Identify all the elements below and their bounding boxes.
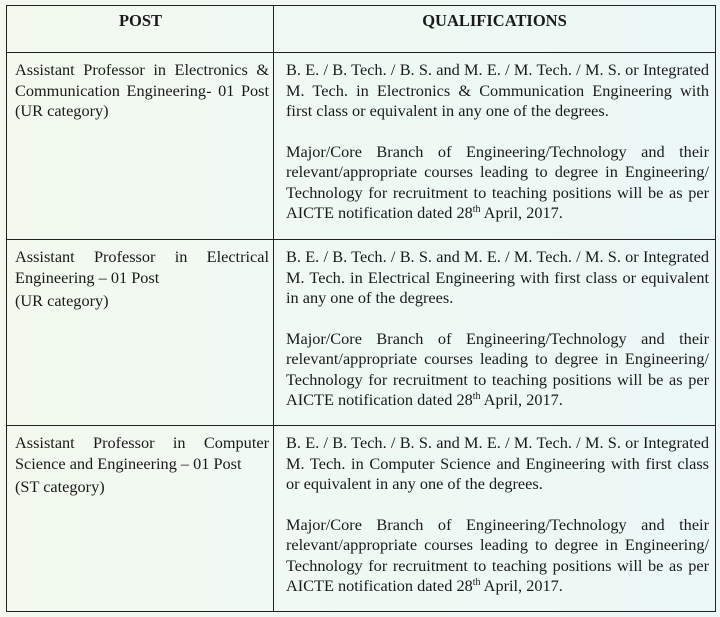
qualification-note: Major/Core Branch of Engineering/Technology and their relevant/appropriate courses leading to degree in Engineering/ Technology for recruitment to teaching positions will be as per AICTE notification dated 28th April, 2017. bbox=[286, 328, 709, 409]
post-line: Science and Engineering – 01 Post bbox=[15, 453, 242, 473]
post-line: Assistant Professor in Computer bbox=[15, 433, 269, 452]
post-line: Communication Engineering- 01 Post bbox=[15, 80, 269, 100]
column-divider bbox=[273, 6, 274, 52]
qualification-note: Major/Core Branch of Engineering/Technology and their relevant/appropriate courses leading to degree in Engineering/ Technology for recruitment to teaching positions will be as per AICTE notification dated 28th April, 2017. bbox=[286, 141, 709, 222]
qualifications-table bbox=[6, 5, 716, 612]
qualification-degree: B. E. / B. Tech. / B. S. and M. E. / M. Tech. / M. S. or Integrated M. Tech. in Computer Science and Engineering with first class or equivalent in any one of the degrees. bbox=[286, 433, 709, 493]
qualification-degree: B. E. / B. Tech. / B. S. and M. E. / M. Tech. / M. S. or Integrated M. Tech. in Electrical Engineering with first class or equivalent in any one of the degrees. bbox=[286, 247, 709, 307]
table-row bbox=[7, 426, 715, 611]
post-cell bbox=[7, 426, 274, 611]
qualification-cell bbox=[274, 53, 715, 239]
post-line: Engineering – 01 Post bbox=[15, 267, 160, 287]
header-post: POST bbox=[118, 11, 163, 30]
qualification-cell bbox=[274, 426, 715, 611]
table-row bbox=[7, 53, 715, 240]
qualification-degree: B. E. / B. Tech. / B. S. and M. E. / M. Tech. / M. S. or Integrated M. Tech. in Electronics & Communication Engineering with first class or equivalent in any one of the degrees. bbox=[286, 60, 709, 120]
qualification-cell bbox=[274, 240, 715, 425]
post-line: Assistant Professor in Electronics & bbox=[15, 60, 269, 79]
table-row bbox=[7, 240, 715, 426]
post-category: (UR category) bbox=[15, 101, 109, 120]
post-category: (ST category) bbox=[15, 477, 105, 496]
qualification-note: Major/Core Branch of Engineering/Technology and their relevant/appropriate courses leading to degree in Engineering/ Technology for recruitment to teaching positions will be as per AICTE notification dated 28th April, 2017. bbox=[286, 514, 709, 595]
header-qualifications: QUALIFICATIONS bbox=[422, 11, 567, 30]
post-cell bbox=[7, 53, 274, 239]
post-line: Assistant Professor in Electrical bbox=[15, 247, 269, 266]
post-category: (UR category) bbox=[15, 291, 109, 310]
post-cell bbox=[7, 240, 274, 425]
table-header-row bbox=[7, 6, 715, 53]
